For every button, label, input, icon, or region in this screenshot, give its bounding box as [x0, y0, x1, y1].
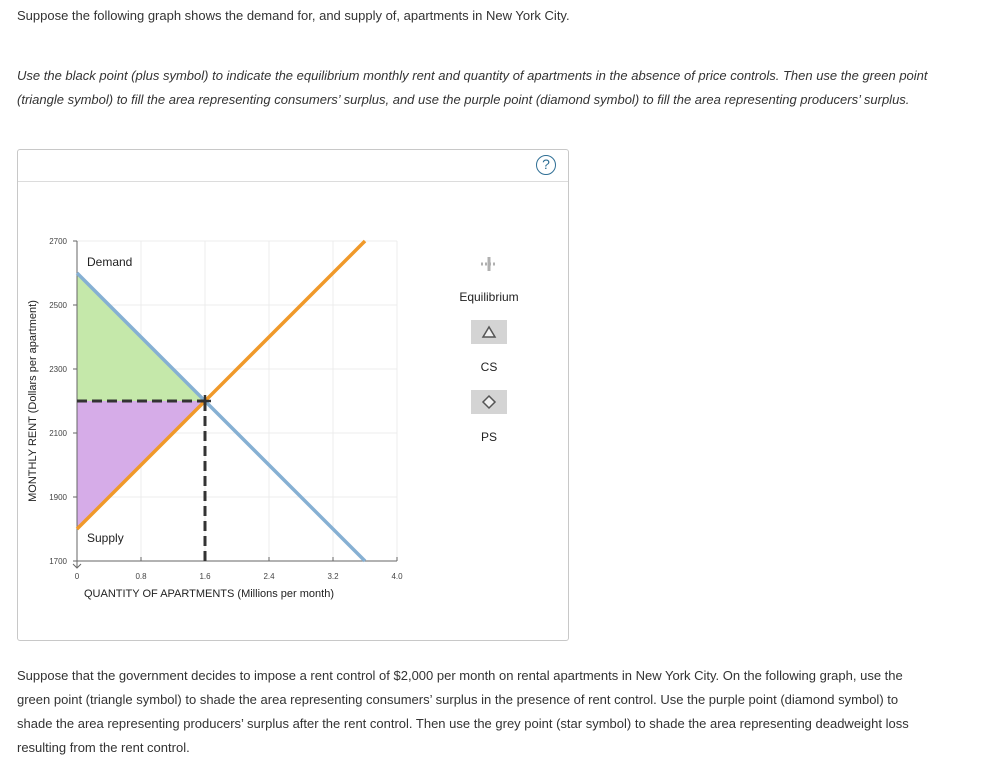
y-tick-label: 2300: [49, 365, 67, 374]
y-tick-label: 2500: [49, 301, 67, 310]
y-axis-label: MONTHLY RENT (Dollars per apartment): [27, 300, 39, 502]
help-icon[interactable]: ?: [536, 155, 556, 175]
graph-panel: [17, 149, 569, 641]
y-tick-label: 1900: [49, 493, 67, 502]
palette-cs[interactable]: [471, 320, 507, 374]
palette-label: Equilibrium: [459, 290, 519, 304]
x-tick-label: 1.6: [199, 572, 211, 581]
x-tick-label: 3.2: [327, 572, 339, 581]
supply-demand-chart: [18, 150, 568, 640]
y-tick-label: 2100: [49, 429, 67, 438]
palette-label: CS: [480, 360, 498, 374]
y-tick-label: 2700: [49, 237, 67, 246]
tool-palette: [459, 257, 518, 444]
palette-ps[interactable]: [471, 390, 507, 444]
palette-label: PS: [480, 430, 498, 444]
y-tick-label: 1700: [49, 557, 67, 566]
instructions-text: Use the black point (plus symbol) to indicate the equilibrium monthly rent and quantity of apartments in the absence of price controls. Then use the green point (triangle symbol) to fill the area representing consumers’ surplus, and use the purple point (diamond symbol) to fill the area representing producers’ surplus.: [17, 68, 928, 107]
intro-text: Suppose the following graph shows the demand for, and supply of, apartments in New York City.: [17, 8, 570, 23]
palette-equilibrium[interactable]: [459, 257, 518, 304]
x-axis-label: QUANTITY OF APARTMENTS (Millions per month): [84, 588, 334, 600]
followup-text: Suppose that the government decides to impose a rent control of $2,000 per month on rental apartments in New York City. On the following graph, use the green point (triangle symbol) to shade the area representing consumers’ surplus in the presence of rent control. Use the purple point (diamond symbol) to shade the area representing producers’ surplus after the rent control. Then use the grey point (star symbol) to shade the area representing deadweight loss resulting from the rent control.: [17, 668, 909, 755]
x-tick-label: 0: [74, 572, 80, 581]
supply-label: Supply: [87, 531, 124, 545]
demand-label: Demand: [87, 255, 133, 269]
x-tick-label: 4.0: [391, 572, 403, 581]
x-tick-label: 0.8: [135, 572, 147, 581]
x-tick-label: 2.4: [263, 572, 275, 581]
